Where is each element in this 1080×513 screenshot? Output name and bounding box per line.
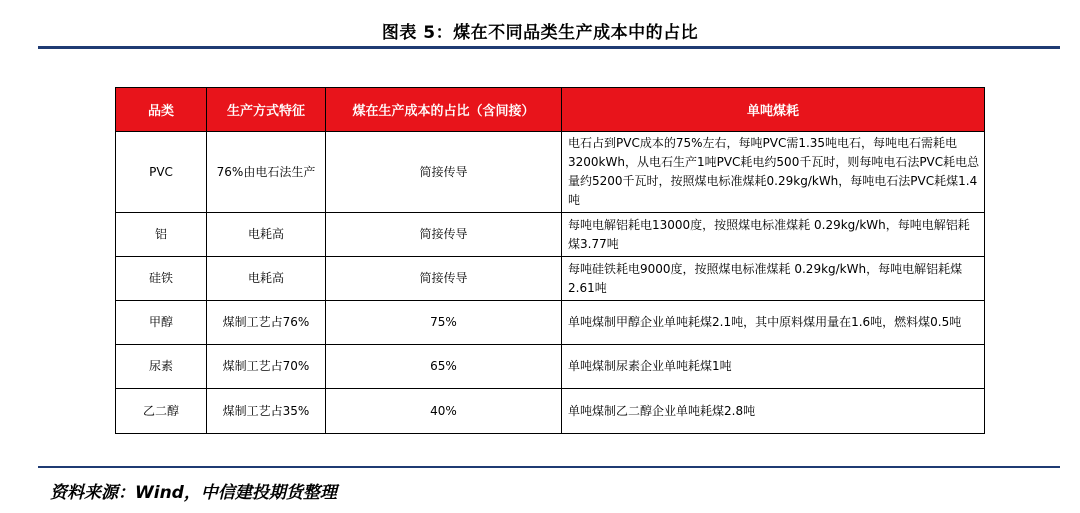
table-row: [116, 345, 985, 389]
cell-method: 电耗高: [207, 213, 326, 257]
cell-method: 煤制工艺占35%: [207, 389, 326, 434]
cell-category: 铝: [116, 213, 207, 257]
cell-share: 75%: [326, 301, 562, 345]
cell-coal-consumption: 单吨煤制甲醇企业单吨耗煤2.1吨，其中原料煤用量在1.6吨，燃料煤0.5吨: [562, 301, 985, 345]
cell-method: 76%由电石法生产: [207, 132, 326, 213]
cell-method: 电耗高: [207, 257, 326, 301]
table-row: [116, 389, 985, 434]
cell-coal-consumption: 单吨煤制尿素企业单吨耗煤1吨: [562, 345, 985, 389]
source-note: 资料来源：Wind，中信建投期货整理: [50, 483, 337, 503]
header-coal-per-ton: 单吨煤耗: [562, 88, 985, 132]
figure-title: 图表 5：煤在不同品类生产成本中的占比: [381, 23, 699, 43]
cell-share: 65%: [326, 345, 562, 389]
table-row: [116, 257, 985, 301]
cell-share: 简接传导: [326, 257, 562, 301]
bottom-divider: [38, 466, 1060, 468]
cell-coal-consumption: 每吨硅铁耗电9000度，按照煤电标准煤耗 0.29kg/kWh，每吨电解铝耗煤2.61吨: [562, 257, 985, 301]
table-row: [116, 213, 985, 257]
cell-share: 简接传导: [326, 213, 562, 257]
cell-share: 40%: [326, 389, 562, 434]
table-row: [116, 132, 985, 213]
cell-category: 甲醇: [116, 301, 207, 345]
table-row: [116, 301, 985, 345]
cell-share: 简接传导: [326, 132, 562, 213]
cell-category: PVC: [116, 132, 207, 213]
header-category: 品类: [116, 88, 207, 132]
coal-cost-table: [115, 87, 985, 434]
cell-coal-consumption: 单吨煤制乙二醇企业单吨耗煤2.8吨: [562, 389, 985, 434]
cell-coal-consumption: 每吨电解铝耗电13000度，按照煤电标准煤耗 0.29kg/kWh，每吨电解铝耗煤3.77吨: [562, 213, 985, 257]
header-coal-cost-share: 煤在生产成本的占比（含间接）: [326, 88, 562, 132]
cell-category: 尿素: [116, 345, 207, 389]
cell-category: 硅铁: [116, 257, 207, 301]
cell-coal-consumption: 电石占到PVC成本的75%左右，每吨PVC需1.35吨电石，每吨电石需耗电3200kWh，从电石生产1吨PVC耗电约500千瓦时，则每吨电石法PVC耗电总量约5200千瓦时，按照煤电标准煤耗0.29kg/kWh，每吨电石法PVC耗煤1.4吨: [562, 132, 985, 213]
cell-category: 乙二醇: [116, 389, 207, 434]
header-production-method: 生产方式特征: [207, 88, 326, 132]
cell-method: 煤制工艺占70%: [207, 345, 326, 389]
table-header-row: [116, 88, 985, 132]
cell-method: 煤制工艺占76%: [207, 301, 326, 345]
top-divider: [38, 46, 1060, 49]
